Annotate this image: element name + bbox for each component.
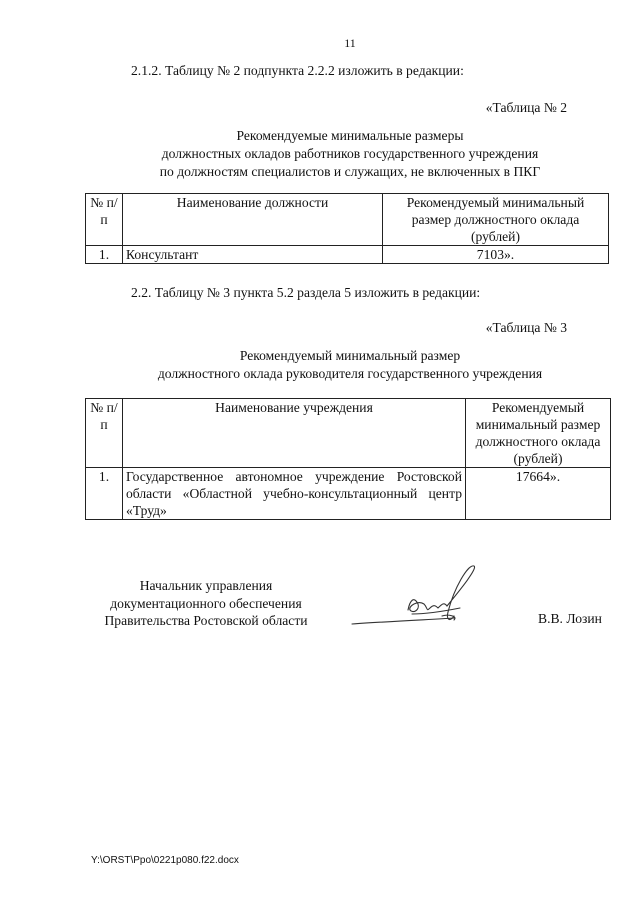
- file-path-footer: Y:\ORST\Ppo\0221p080.f22.docx: [91, 855, 239, 866]
- signatory-name: В.В. Лозин: [538, 611, 602, 626]
- amendment-paragraph-1: 2.1.2. Таблицу № 2 подпункта 2.2.2 изложить в редакции:: [131, 63, 464, 78]
- amendment-paragraph-2: 2.2. Таблицу № 3 пункта 5.2 раздела 5 изложить в редакции:: [131, 285, 481, 300]
- signatory-title-line: документационного обеспечения: [110, 595, 302, 611]
- header-institution: Наименование учреждения: [123, 399, 466, 468]
- cell-institution: Государственное автономное учреждение Ростовской области «Областной учебно-консультационный центр «Труд»: [123, 468, 466, 520]
- table-3-title-line: Рекомендуемый минимальный размер: [239, 348, 461, 363]
- table-3: [85, 398, 611, 520]
- table-header-row: [86, 399, 611, 468]
- header-position: Наименование должности: [123, 194, 383, 246]
- table-2-title-line: по должностям специалистов и служащих, не включенных в ПКГ: [159, 164, 541, 179]
- signatory-title: [92, 577, 320, 630]
- cell-salary: 17664».: [466, 468, 611, 520]
- cell-position: Консультант: [123, 246, 383, 264]
- header-num: № п/п: [86, 194, 123, 246]
- header-salary: Рекомендуемый минимальный размер должностного оклада (рублей): [466, 399, 611, 468]
- cell-num: 1.: [86, 246, 123, 264]
- table-row: [86, 246, 609, 264]
- signatory-title-line: Правительства Ростовской области: [104, 613, 308, 628]
- table-header-row: [86, 194, 609, 246]
- table-row: [86, 468, 611, 520]
- table-3-title-line: должностного оклада руководителя государственного учреждения: [157, 366, 543, 381]
- cell-salary: 7103».: [383, 246, 609, 264]
- table-2: [85, 193, 609, 264]
- handwritten-signature: [350, 560, 480, 630]
- table-2-label: «Таблица № 2: [485, 100, 567, 115]
- page-number: 11: [344, 36, 356, 50]
- table-2-title: [0, 127, 640, 181]
- table-2-title-line: Рекомендуемые минимальные размеры: [236, 128, 464, 143]
- table-2-title-line: должностных окладов работников государственного учреждения: [161, 146, 539, 161]
- signatory-title-line: Начальник управления: [139, 578, 273, 593]
- header-num: № п/п: [86, 399, 123, 468]
- header-salary: Рекомендуемый минимальный размер должностного оклада (рублей): [383, 194, 609, 246]
- cell-num: 1.: [86, 468, 123, 520]
- table-3-title: [0, 347, 640, 383]
- table-3-label: «Таблица № 3: [485, 320, 567, 335]
